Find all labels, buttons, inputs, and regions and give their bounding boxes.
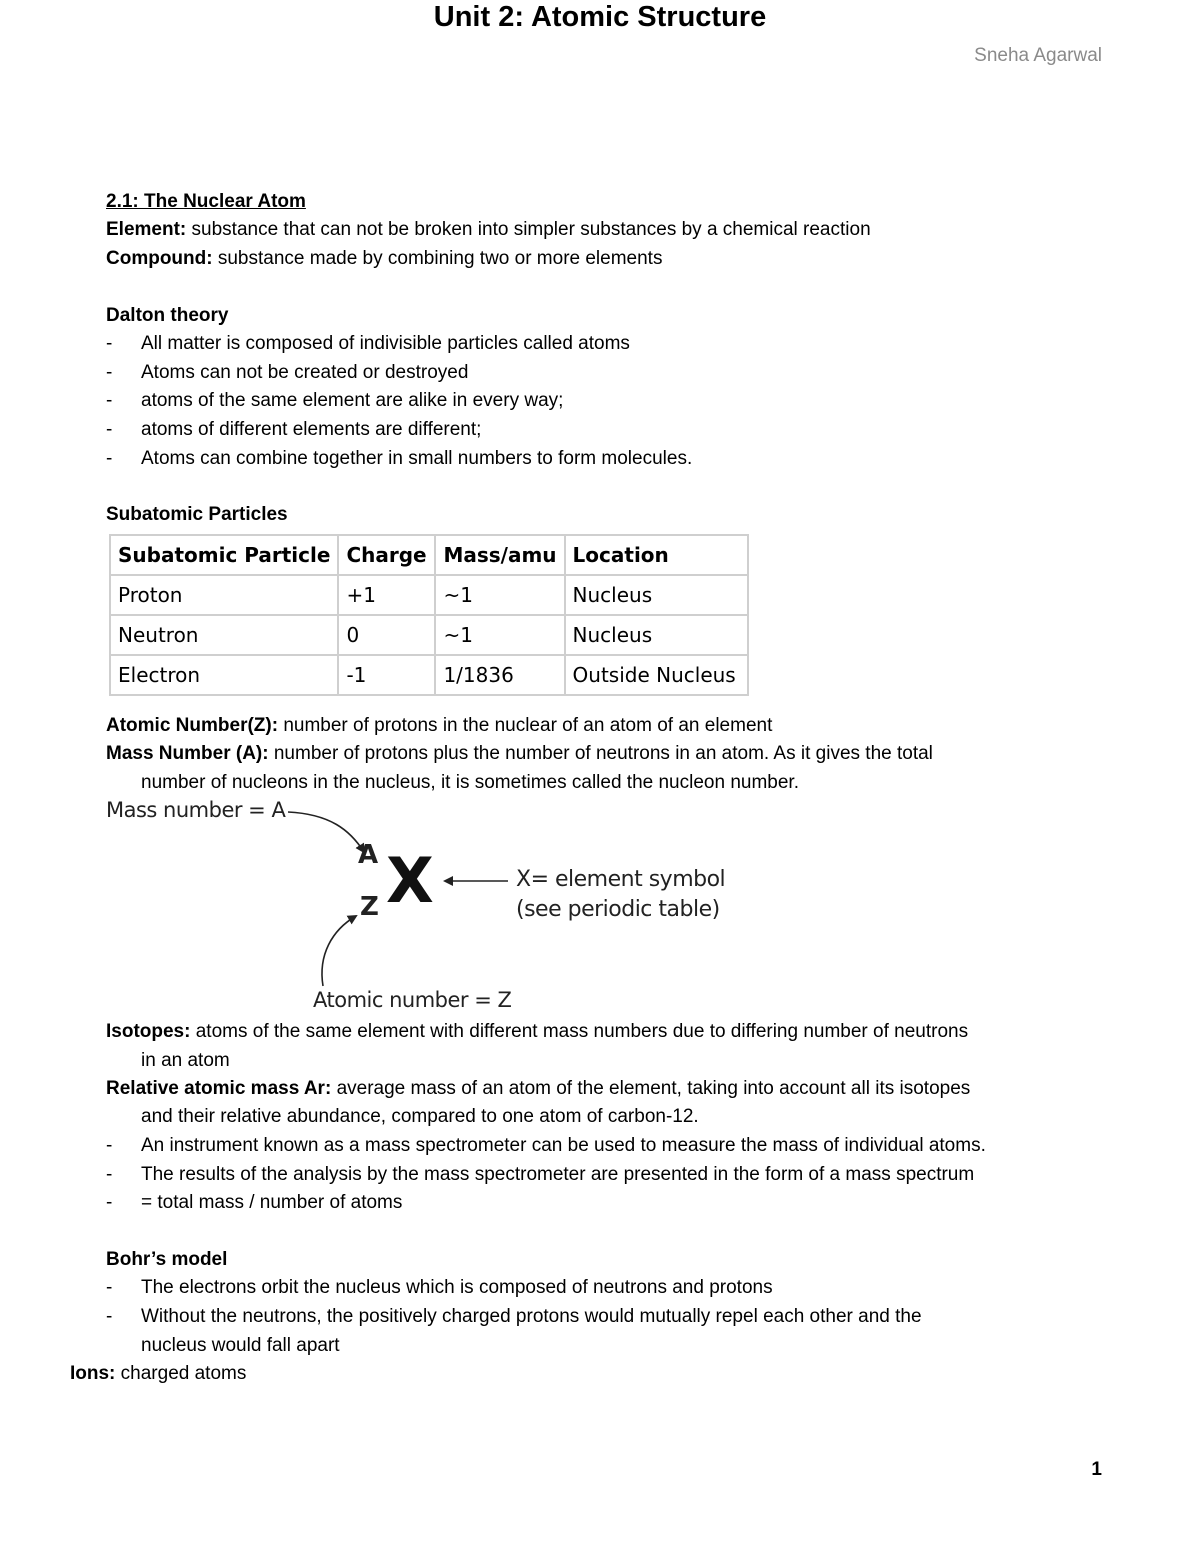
- ions-definition: [70, 1362, 246, 1386]
- dalton-bullet-text: All matter is composed of indivisible particles called atoms: [141, 333, 630, 354]
- section-heading: 2.1: The Nuclear Atom: [106, 191, 306, 212]
- page-title: Unit 2: Atomic Structure: [433, 1, 767, 33]
- isotopes-term: Isotopes:: [106, 1021, 191, 1042]
- mass-number-continuation: number of nucleons in the nucleus, it is sometimes called the nucleon number.: [141, 772, 799, 793]
- periodic-table-note: (see periodic table): [516, 897, 720, 922]
- bullet-dash: -: [106, 390, 113, 411]
- compound-text: substance made by combining two or more elements: [212, 248, 663, 269]
- element-symbol-label: X= element symbol: [516, 867, 726, 892]
- subatomic-heading: Subatomic Particles: [106, 504, 288, 525]
- page-number: 1: [1091, 1459, 1102, 1480]
- table-header-row: [110, 535, 748, 575]
- relative-mass-term: Relative atomic mass Ar:: [106, 1078, 332, 1099]
- mass-number-text: number of protons plus the number of neutrons in an atom. As it gives the total: [268, 743, 933, 764]
- table-cell: Proton: [110, 575, 338, 615]
- bullet-dash: -: [106, 448, 113, 469]
- bullet-dash: -: [106, 333, 113, 354]
- element-term: Element:: [106, 219, 187, 240]
- relative-mass-text: average mass of an atom of the element, taking into account all its isotopes: [331, 1078, 971, 1099]
- dalton-bullet-text: Atoms can not be created or destroyed: [141, 362, 469, 383]
- mass-number-letter: A: [358, 840, 378, 870]
- atomic-number-label: Atomic number = Z: [313, 988, 512, 1012]
- isotopes-definition: [106, 1020, 968, 1044]
- dalton-bullet-text: Atoms can combine together in small numbers to form molecules.: [141, 448, 693, 469]
- table-cell: 0: [338, 615, 435, 655]
- bohr-heading: Bohr’s model: [106, 1249, 228, 1270]
- table-cell: +1: [338, 575, 435, 615]
- atomic-number-letter: Z: [360, 892, 379, 922]
- mass-bullet-text: = total mass / number of atoms: [141, 1192, 403, 1213]
- bullet-dash: -: [106, 1306, 113, 1327]
- compound-definition: [106, 247, 662, 271]
- atomic-number-term: Atomic Number(Z):: [106, 715, 279, 736]
- dalton-bullet-text: atoms of different elements are different;: [141, 419, 482, 440]
- table-cell: ~1: [435, 575, 564, 615]
- bullet-dash: -: [106, 1164, 113, 1185]
- table-cell: Nucleus: [565, 615, 748, 655]
- subatomic-table: [109, 534, 749, 696]
- bohr-bullet-continuation: nucleus would fall apart: [141, 1335, 340, 1356]
- mass-number-label: Mass number = A: [106, 798, 286, 822]
- table-row: [110, 575, 748, 615]
- relative-mass-definition: [106, 1077, 970, 1101]
- column-header: Subatomic Particle: [110, 535, 338, 575]
- column-header: Charge: [338, 535, 435, 575]
- compound-term: Compound:: [106, 248, 213, 269]
- table-row: [110, 615, 748, 655]
- ions-text: charged atoms: [115, 1363, 247, 1384]
- isotopes-text: atoms of the same element with different mass numbers due to differing number of neutrons: [190, 1021, 969, 1042]
- element-text: substance that can not be broken into simpler substances by a chemical reaction: [186, 219, 871, 240]
- mass-number-term: Mass Number (A):: [106, 743, 269, 764]
- element-definition: [106, 218, 871, 242]
- bullet-dash: -: [106, 419, 113, 440]
- bullet-dash: -: [106, 1192, 113, 1213]
- table-cell: Outside Nucleus: [565, 655, 748, 695]
- bullet-dash: -: [106, 1135, 113, 1156]
- bohr-bullet-text: The electrons orbit the nucleus which is composed of neutrons and protons: [141, 1277, 773, 1298]
- bullet-dash: -: [106, 1277, 113, 1298]
- atomic-number-definition: [106, 714, 772, 738]
- relative-mass-continuation: and their relative abundance, compared to one atom of carbon-12.: [141, 1106, 699, 1127]
- mass-number-definition: [106, 742, 933, 766]
- table-row: [110, 655, 748, 695]
- atomic-number-text: number of protons in the nuclear of an atom of an element: [278, 715, 773, 736]
- author-name: Sneha Agarwal: [974, 45, 1102, 66]
- table-cell: Neutron: [110, 615, 338, 655]
- isotopes-continuation: in an atom: [141, 1050, 230, 1071]
- ions-term: Ions:: [70, 1363, 116, 1384]
- table-cell: ~1: [435, 615, 564, 655]
- dalton-bullet-text: atoms of the same element are alike in every way;: [141, 390, 564, 411]
- bohr-bullet-text: Without the neutrons, the positively charged protons would mutually repel each other and the: [141, 1306, 922, 1327]
- bullet-dash: -: [106, 362, 113, 383]
- column-header: Location: [565, 535, 748, 575]
- atomic-number-arrow: [322, 916, 356, 986]
- table-cell: -1: [338, 655, 435, 695]
- dalton-heading: Dalton theory: [106, 305, 229, 326]
- mass-number-arrow: [288, 812, 364, 852]
- table-cell: 1/1836: [435, 655, 564, 695]
- column-header: Mass/amu: [435, 535, 564, 575]
- table-cell: Nucleus: [565, 575, 748, 615]
- element-symbol-letter: X: [386, 844, 434, 917]
- mass-bullet-text: An instrument known as a mass spectrometer can be used to measure the mass of individual atoms.: [141, 1135, 986, 1156]
- mass-bullet-text: The results of the analysis by the mass spectrometer are presented in the form of a mass spectrum: [141, 1164, 975, 1185]
- table-cell: Electron: [110, 655, 338, 695]
